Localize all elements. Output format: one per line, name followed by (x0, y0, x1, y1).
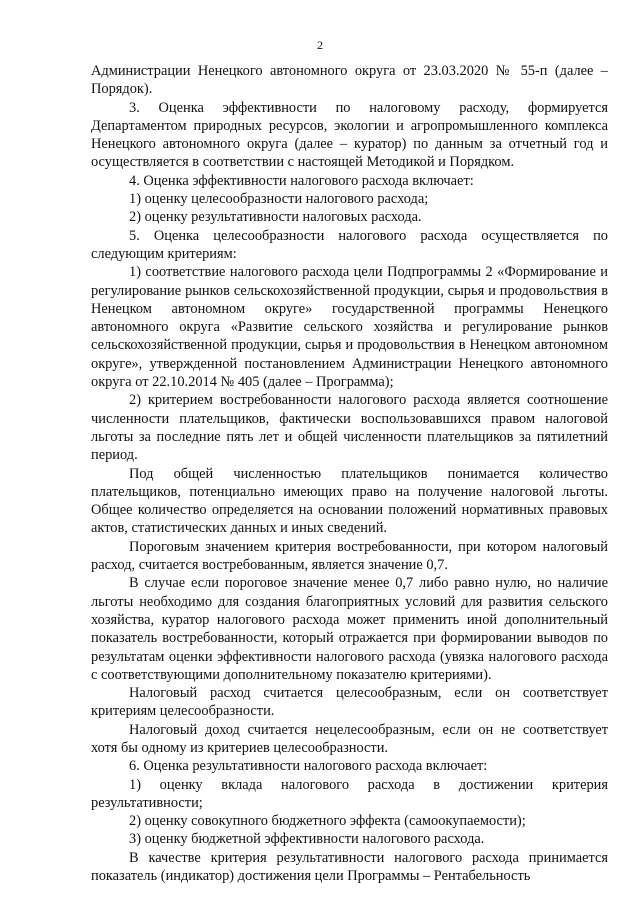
paragraph: 3) оценку бюджетной эффективности налогового расхода. (129, 831, 485, 848)
paragraph: Под общей численностью плательщиков понимается количество плательщиков, потенциально имеющих право на получение налоговой льготы. Общее количество определяется на основании положений нормативных правовых актов, статистических данных и иных сведений. (91, 465, 608, 537)
paragraph: В качестве критерия результативности налогового расхода принимается показатель (индикатор) достижения цели Программы – Рентабельность (91, 849, 608, 885)
paragraph: Пороговым значением критерия востребованности, при котором налоговый расход, считается востребованным, является значение 0,7. (91, 538, 608, 574)
paragraph: 1) оценку вклада налогового расхода в достижении критерия результативности; (91, 776, 608, 811)
body-text (91, 62, 608, 885)
paragraph: 2) оценку результативности налоговых расхода. (129, 209, 422, 226)
paragraph: 2) оценку совокупного бюджетного эффекта (самоокупаемости); (129, 813, 526, 830)
paragraph: 5. Оценка целесообразности налогового расхода осуществляется по следующим критериям: (91, 227, 608, 262)
paragraph: 2) критерием востребованности налогового расхода является соотношение численности плательщиков, фактически воспользовавшихся правом налоговой льготы за последние пять лет и общей численности плательщиков за пятилетний период. (91, 392, 608, 464)
paragraph: 3. Оценка эффективности по налоговому расходу, формируется Департаментом природных ресурсов, экологии и агропромышленного комплекса Ненецкого автономного округа (далее – куратор) по данным за отчетный год и осуществляется в соответствии с настоящей Методикой и Порядком. (91, 99, 608, 171)
paragraph: 4. Оценка эффективности налогового расхода включает: (129, 172, 474, 189)
paragraph: Администрации Ненецкого автономного округа от 23.03.2020 № 55-п (далее – Порядок). (91, 63, 608, 98)
paragraph: 1) соответствие налогового расхода цели Подпрограммы 2 «Формирование и регулирование рынков сельскохозяйственной продукции, сырья и продовольствия в Ненецком автономном округе» государственной программы Ненецкого автономного округа «Развитие сельского хозяйства и регулирование рынков сельскохозяйственной продукции, сырья и продовольствия в Ненецком автономном округе», утвержденной постановлением Администрации Ненецкого автономного округа от 22.10.2014 № 405 (далее – Программа); (91, 264, 608, 391)
paragraph: В случае если пороговое значение менее 0,7 либо равно нулю, но наличие льготы необходимо для создания благоприятных условий для развития сельского хозяйства, куратор налогового расхода может применить иной дополнительный показатель востребованности, который отражается при формировании выводов по результатам оценки эффективности налогового расхода (увязка налогового расхода с соответствующими дополнительному показателю критериями). (91, 575, 608, 683)
page-number: 2 (317, 38, 323, 52)
paragraph: Налоговый расход считается целесообразным, если он соответствует критериям целесообразности. (91, 685, 608, 720)
paragraph: Налоговый доход считается нецелесообразным, если он не соответствует хотя бы одному из критериев целесообразности. (91, 721, 608, 756)
paragraph: 1) оценку целесообразности налогового расхода; (129, 191, 429, 208)
paragraph: 6. Оценка результативности налогового расхода включает: (129, 758, 488, 775)
